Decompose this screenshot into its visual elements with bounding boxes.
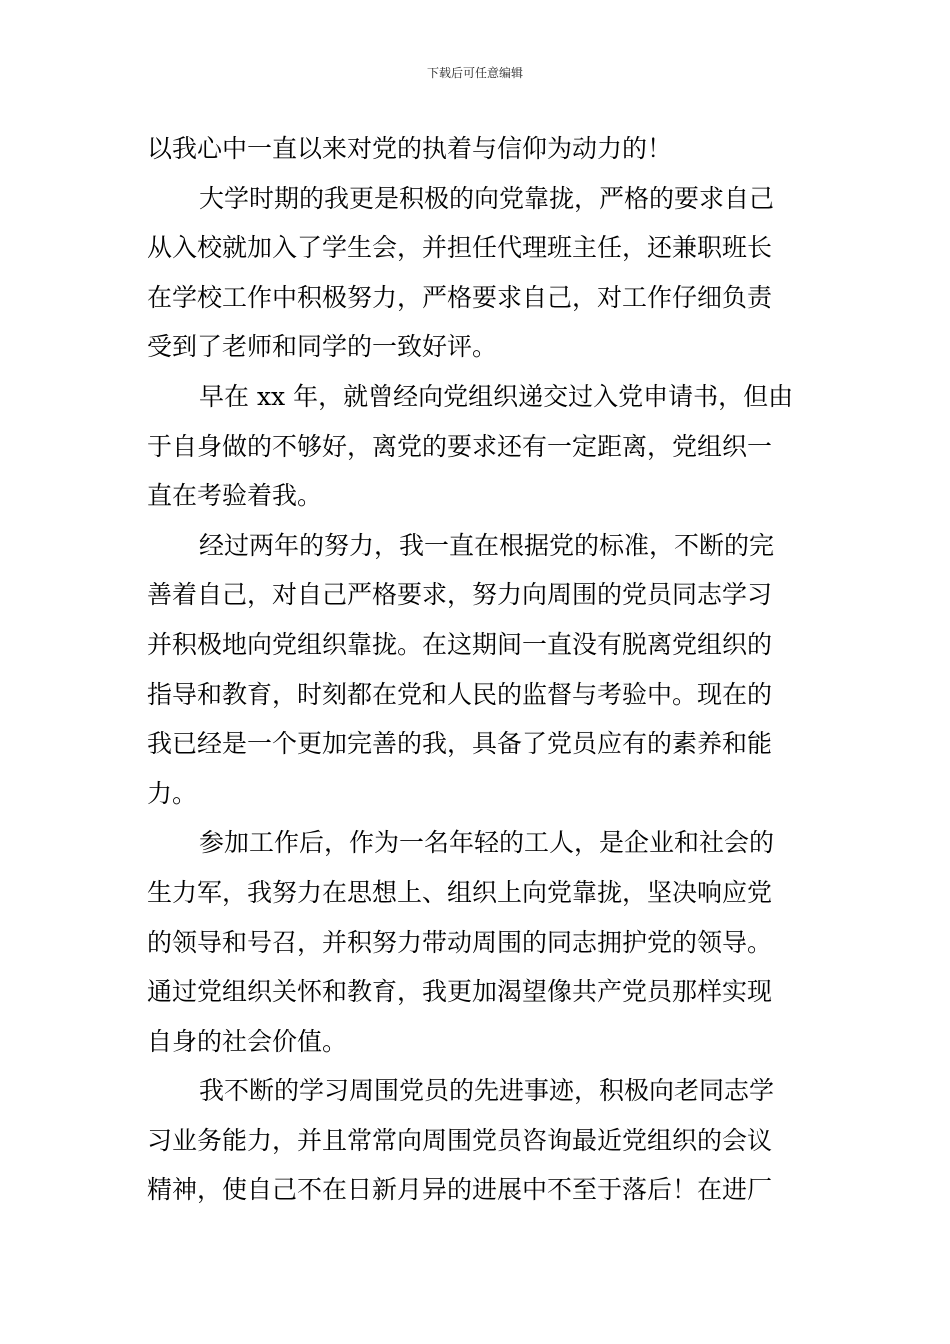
text-line: 自身的社会价值。 bbox=[147, 1026, 348, 1056]
paragraph-first-line: 我不断的学习周围党员的先进事迹，积极向老同志学 bbox=[199, 1076, 775, 1106]
paragraph-first-line: 参加工作后，作为一名年轻的工人，是企业和社会的 bbox=[199, 828, 775, 858]
text-line: 于自身做的不够好，离党的要求还有一定距离，党组织一 bbox=[147, 431, 773, 461]
text-line: 生力军，我努力在思想上、组织上向党靠拢，坚决响应党 bbox=[147, 877, 773, 907]
paragraph-first-line: 早在 xx 年，就曾经向党组织递交过入党申请书，但由 bbox=[199, 381, 794, 411]
text-line: 从入校就加入了学生会，并担任代理班主任，还兼职班长 bbox=[147, 233, 773, 263]
text-line: 善着自己，对自己严格要求，努力向周围的党员同志学习 bbox=[147, 580, 773, 610]
text-line: 习业务能力，并且常常向周围党员咨询最近党组织的会议 bbox=[147, 1125, 773, 1155]
text-line: 受到了老师和同学的一致好评。 bbox=[147, 332, 498, 362]
text-line: 指导和教育，时刻都在党和人民的监督与考验中。现在的 bbox=[147, 679, 773, 709]
text-line: 通过党组织关怀和教育，我更加渴望像共产党员那样实现 bbox=[147, 977, 773, 1007]
text-line: 精神，使自己不在日新月异的进展中不至于落后！在进厂 bbox=[147, 1175, 773, 1205]
text-line: 在学校工作中积极努力，严格要求自己，对工作仔细负责 bbox=[147, 282, 773, 312]
paragraph-first-line: 经过两年的努力，我一直在根据党的标准，不断的完 bbox=[199, 530, 775, 560]
text-line: 力。 bbox=[147, 778, 198, 808]
document-body bbox=[147, 124, 807, 1215]
text-line: 并积极地向党组织靠拢。在这期间一直没有脱离党组织的 bbox=[147, 629, 773, 659]
text-line: 我已经是一个更加完善的我，具备了党员应有的素养和能 bbox=[147, 729, 773, 759]
text-line: 以我心中一直以来对党的执着与信仰为动力的！ bbox=[147, 134, 673, 163]
paragraph-first-line: 大学时期的我更是积极的向党靠拢，严格的要求自己 bbox=[199, 183, 775, 213]
text-line: 直在考验着我。 bbox=[147, 481, 323, 511]
page-header: 下载后可任意编辑 bbox=[426, 66, 523, 80]
text-line: 的领导和号召，并积努力带动周围的同志拥护党的领导。 bbox=[147, 927, 773, 957]
